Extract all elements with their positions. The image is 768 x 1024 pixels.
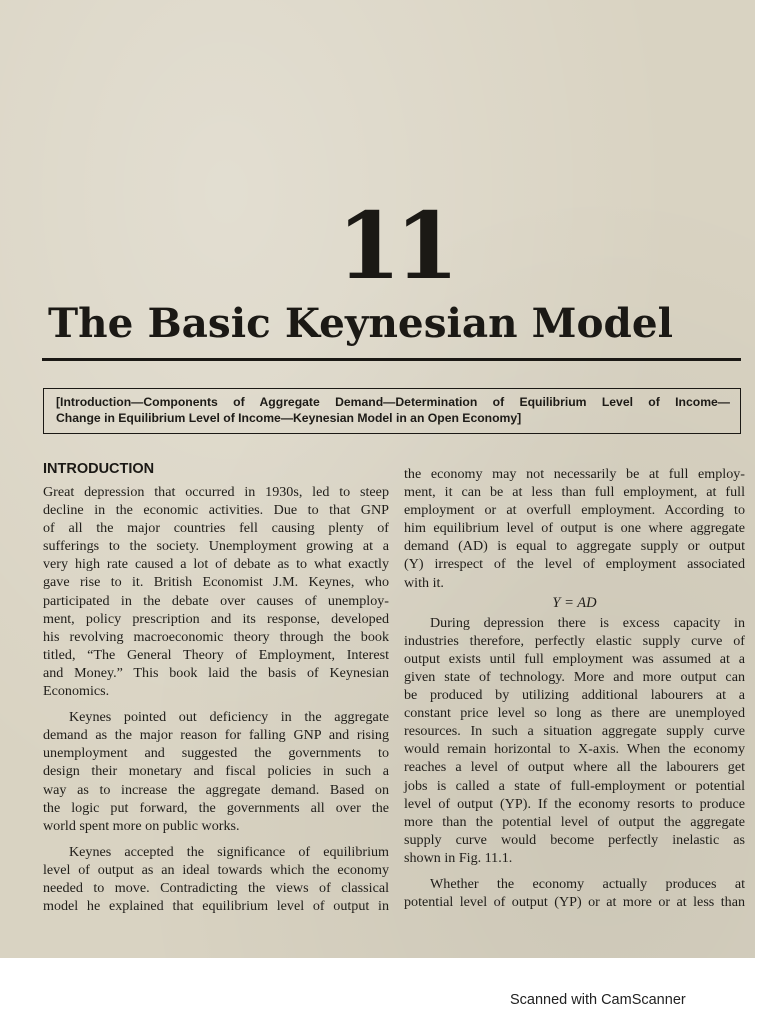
text-line: way as to increase the aggregate demand. Based on [43, 781, 389, 798]
chapter-number: 11 [336, 192, 454, 300]
text-line: Keynes pointed out deficiency in the aggregate [69, 709, 389, 726]
paragraph [404, 614, 745, 867]
scanner-watermark: Scanned with CamScanner [510, 992, 686, 1008]
text-line: him equilibrium level of output is one where aggregate [404, 520, 745, 537]
text-line: Whether the economy actually produces at [430, 875, 745, 892]
text-line: ment, policy prescription and its response, developed [43, 610, 389, 627]
right-column [404, 465, 745, 911]
chapter-contents-box [43, 388, 741, 434]
text-line: shown in Fig. 11.1. [404, 849, 513, 866]
text-line: titled, “The General Theory of Employment, Interest [43, 646, 389, 663]
text-line: very high rate caused a lot of debate as to what exactly [43, 556, 389, 573]
title-rule [42, 358, 741, 361]
text-line: model he explained that equilibrium level of output in [43, 898, 389, 915]
text-line: level of output as an ideal towards which the economy [43, 861, 389, 878]
text-line: more than the potential level of output the aggregate [404, 813, 745, 830]
text-line: gave rise to it. British Economist J.M. Keynes, who [43, 574, 389, 591]
text-line: level of output (YP). If the economy resorts to produce [404, 795, 745, 812]
text-line: supply curve would become perfectly inelastic as [404, 831, 745, 848]
text-line: with it. [404, 574, 444, 591]
text-line: given state of technology. More and more output can [404, 668, 745, 685]
text-line: be produced by utilizing additional labourers at a [404, 687, 745, 704]
paragraph [43, 483, 389, 700]
paragraph [404, 465, 745, 592]
left-column [43, 483, 389, 915]
text-line: Keynes accepted the significance of equilibrium [69, 843, 389, 860]
text-line: needed to move. Contradicting the views of classical [43, 879, 389, 896]
text-line: unemployment and suggested the governments to [43, 745, 389, 762]
text-line: participated in the debate over causes of unemploy- [43, 592, 389, 609]
text-line: output exists until full employment was assumed at a [404, 650, 745, 667]
text-line: jobs is called a state of full-employment or potential [404, 777, 745, 794]
paragraph [43, 708, 389, 835]
text-line: would remain horizontal to X-axis. When the economy [404, 741, 745, 758]
text-line: employment or at overfull employment. According to [404, 502, 745, 519]
text-line: potential level of output (YP) or at more or at less than [404, 894, 745, 911]
text-line: During depression there is excess capacity in [430, 614, 745, 631]
paragraph [43, 843, 389, 915]
contents-line: [Introduction—Components of Aggregate Demand—Determination of Equilibrium Level of Income— [56, 395, 730, 409]
text-line: reaches a level of output where all the labourers get [404, 759, 745, 776]
equation: Y = AD [552, 594, 597, 611]
text-line: sufferings to the society. Unemployment growing at a [43, 538, 389, 555]
text-line: ment, it can be at less than full employment, at full [404, 484, 745, 501]
text-line: Economics. [43, 683, 110, 700]
text-line: the logic put forward, the governments all over the [43, 799, 389, 816]
text-line: his revolving macroeconomic theory through the book [43, 628, 389, 645]
text-line: constant price level so long as there are unemployed [404, 705, 745, 722]
text-line: and Money.” This book laid the basis of Keynesian [43, 664, 389, 681]
text-line: of all the major countries fell causing plenty of [43, 520, 389, 537]
text-line: the economy may not necessarily be at full employ- [404, 466, 745, 482]
contents-line: Change in Equilibrium Level of Income—Keynesian Model in an Open Economy] [56, 411, 522, 425]
text-line: demand (AD) is equal to aggregate supply or output [404, 538, 745, 555]
text-line: design their monetary and fiscal policies in such a [43, 763, 389, 780]
text-line: (Y) irrespect of the level of employment associated [404, 556, 745, 573]
section-heading: INTRODUCTION [43, 461, 155, 477]
text-line: decline in the economic activities. Due to that GNP [43, 502, 389, 519]
text-line: resources. In such a situation aggregate supply curve [404, 723, 745, 740]
paragraph [404, 875, 745, 911]
text-line: Great depression that occurred in 1930s, led to steep [43, 484, 389, 500]
chapter-title: The Basic Keynesian Model [48, 299, 673, 347]
text-line: industries therefore, perfectly elastic supply curve of [404, 632, 745, 649]
text-line: world spent more on public works. [43, 817, 240, 834]
text-line: demand as the major reason for falling GNP and rising [43, 727, 389, 744]
